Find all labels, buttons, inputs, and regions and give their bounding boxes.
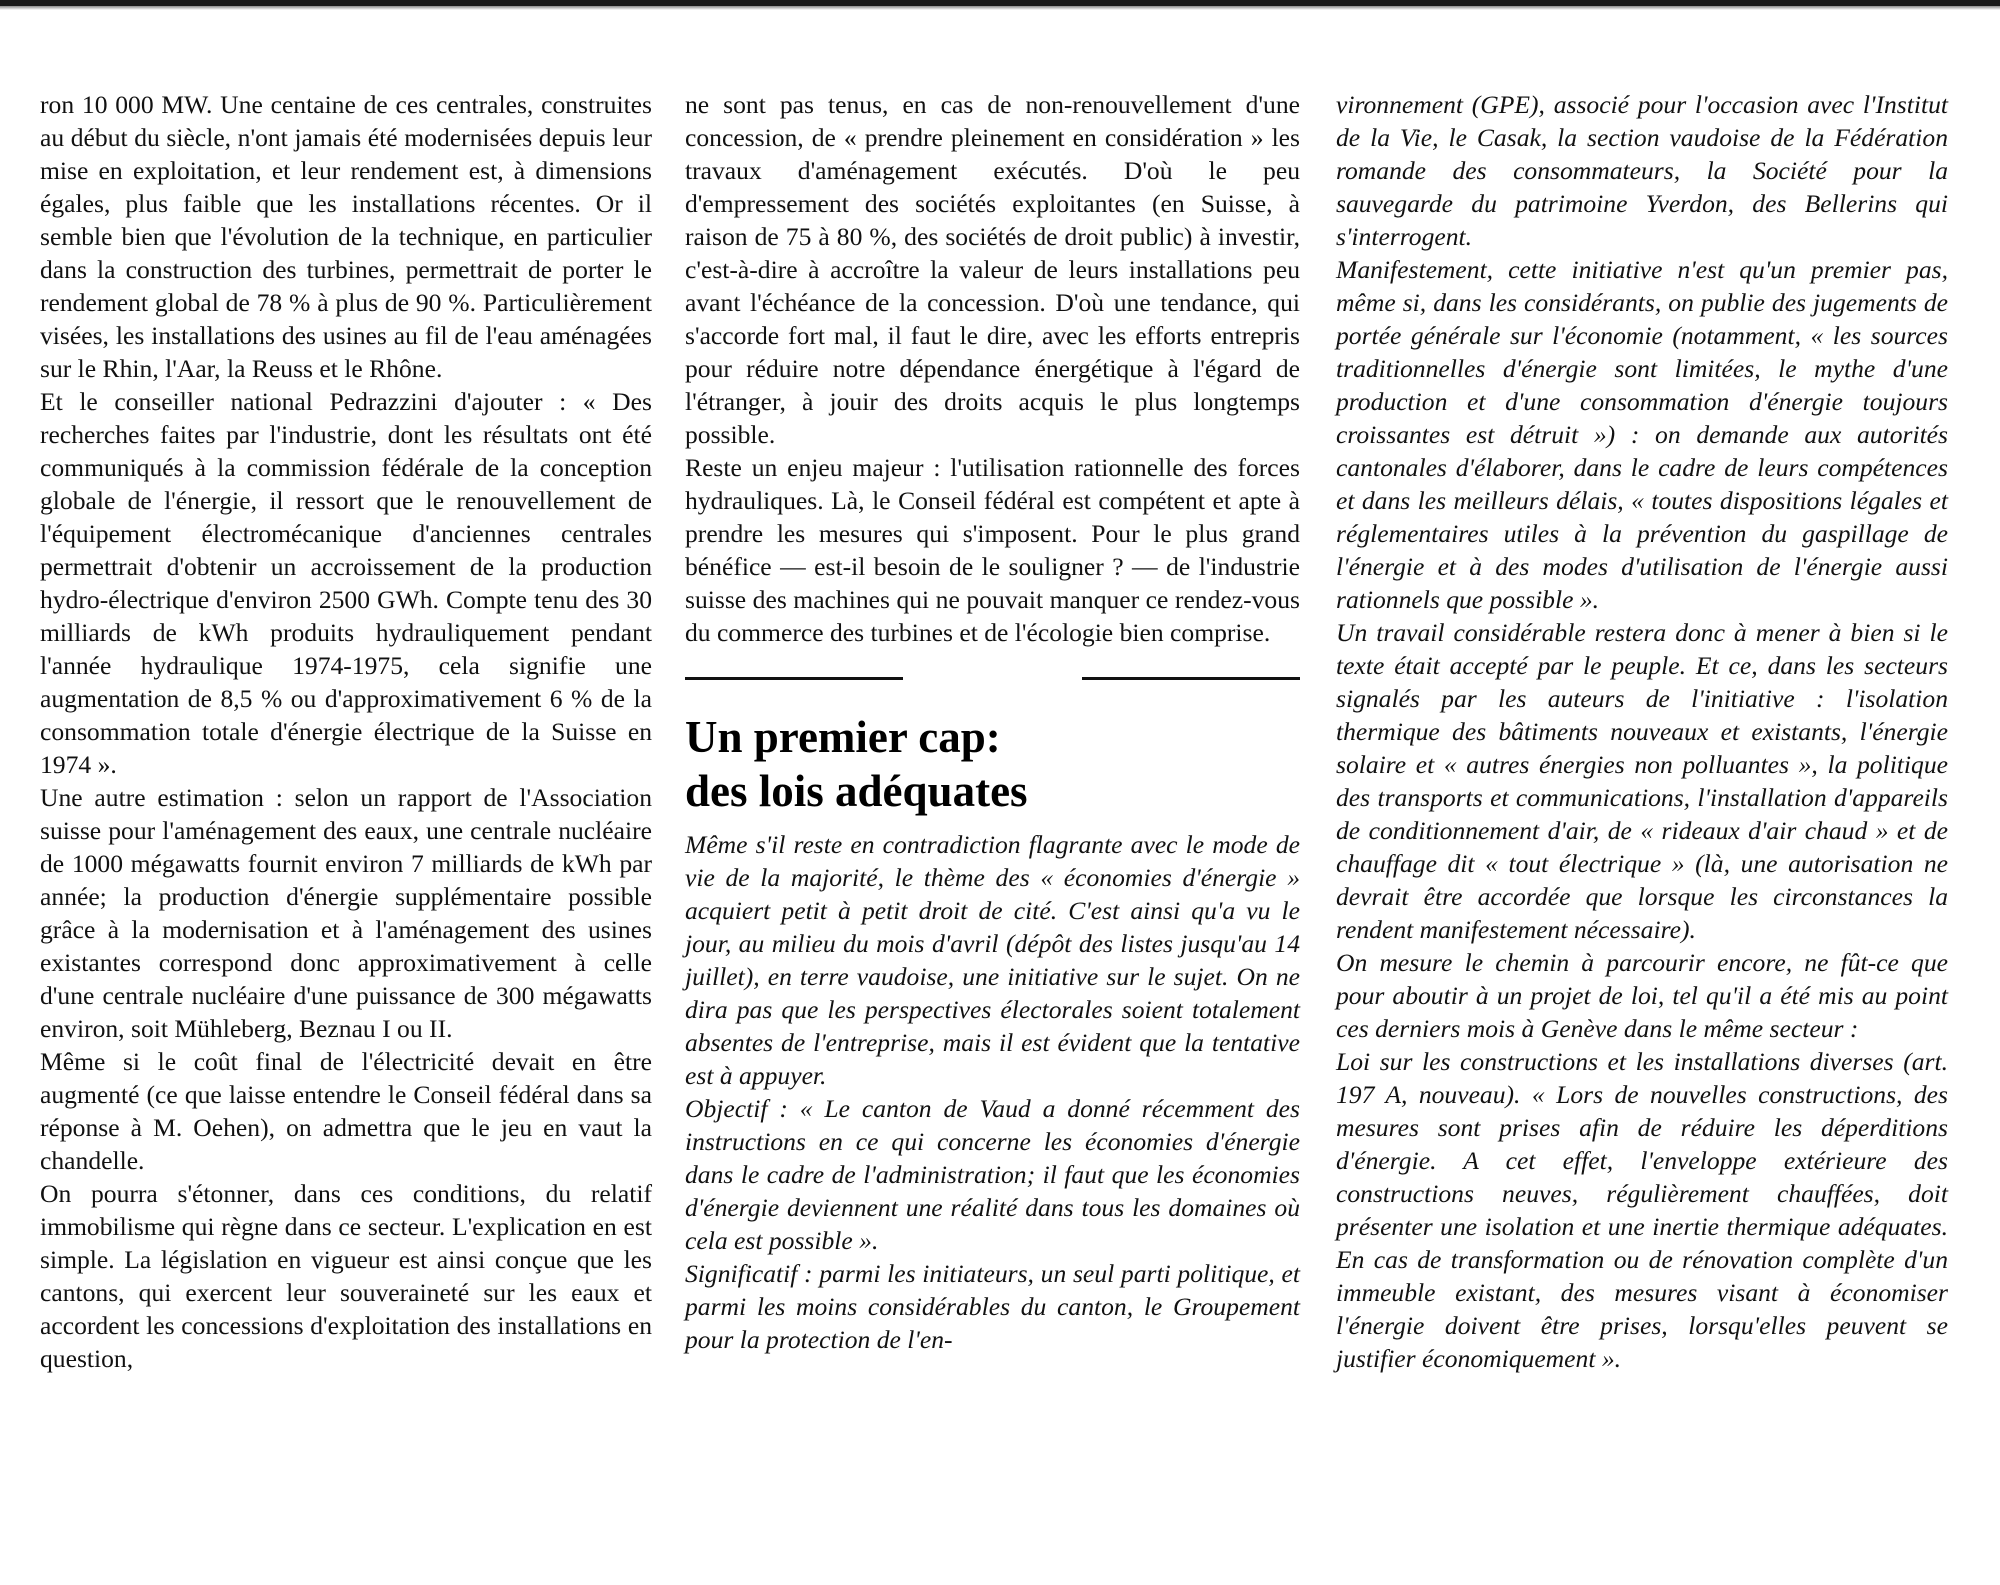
top-border-shadow (0, 6, 2000, 10)
paragraph: Reste un enjeu majeur : l'utilisation rationnelle des forces hydrauliques. Là, le Conseil fédéral est compétent et apte à prendre les mesures qui s'imposent. Pour le plus grand bénéfice — est-il besoin de le souligner ? — de l'industrie suisse des machines qui ne pouvait manquer ce rendez-vous du commerce des turbines et de l'écologie bien comprise. (685, 453, 1300, 647)
separator-rule-left (685, 677, 903, 680)
heading-line-1: Un premier cap: (685, 712, 1001, 762)
heading-line-2: des lois adéquates (685, 766, 1028, 816)
paragraph: Et le conseiller national Pedrazzini d'ajouter : « Des recherches faites par l'industrie, dont les résultats ont été communiqués à la commission fédérale de la conception globale de l'énergie, il ressort que le renouvellement de l'équipement électromécanique d'anciennes centrales permettrait d'obtenir un accroissement de la production hydro-électrique d'environ 2500 GWh. Compte tenu des 30 milliards de kWh produits hydrauliquement pendant l'année hydraulique 1974-1975, cela signifie une augmentation de 8,5 % ou d'approximativement 6 % de la consommation totale d'énergie électrique de la Suisse en 1974 ». (40, 387, 652, 779)
italic-paragraph: Manifestement, cette initiative n'est qu'un premier pas, même si, dans les considérants, on publie des jugements de portée générale sur l'économie (notamment, « les sources traditionnelles d'énergie sont limitées, le mythe d'une production et d'une consommation d'énergie toujours croissantes est détruit ») : on demande aux autorités cantonales d'élaborer, dans le cadre de leurs compétences et dans les meilleurs délais, « toutes dispositions légales et réglementaires utiles à la prévention du gaspillage de l'énergie et à des modes d'utilisation de l'énergie aussi rationnels que possible ». (1336, 255, 1948, 614)
section-heading (685, 710, 1300, 818)
italic-paragraph: vironnement (GPE), associé pour l'occasion avec l'Institut de la Vie, le Casak, la section vaudoise de la Fédération romande des consommateurs, la Société pour la sauvegarde du patrimoine Yverdon, des Bellerins qui s'interrogent. (1336, 90, 1948, 251)
paragraph: Même si le coût final de l'électricité devait en être augmenté (ce que laisse entendre le Conseil fédéral dans sa réponse à M. Oehen), on admettra que le jeu en vaut la chandelle. (40, 1047, 652, 1175)
paragraph: ne sont pas tenus, en cas de non-renouvellement d'une concession, de « prendre pleinement en considération » les travaux d'aménagement exécutés. D'où le peu d'empressement des sociétés exploitantes (en Suisse, à raison de 75 à 80 %, des sociétés de droit public) à investir, c'est-à-dire à accroître la valeur de leurs installations peu avant l'échéance de la concession. D'où une tendance, qui s'accorde fort mal, il faut le dire, avec les efforts entrepris pour réduire notre dépendance énergétique à l'égard de l'étranger, à jouir des droits acquis le plus longtemps possible. (685, 90, 1300, 449)
separator-rule-right (1082, 677, 1300, 680)
text-column-3 (1336, 88, 1948, 1375)
italic-paragraph: Objectif : « Le canton de Vaud a donné récemment des instructions en ce qui concerne les économies d'énergie dans le cadre de l'administration; il faut que les économies d'énergie deviennent une réalité dans tous les domaines où cela est possible ». (685, 1094, 1300, 1255)
paragraph: ron 10 000 MW. Une centaine de ces centrales, construites au début du siècle, n'ont jamais été modernisées depuis leur mise en exploitation, et leur rendement est, à dimensions égales, plus faible que les installations récentes. Or il semble bien que l'évolution de la technique, en particulier dans la construction des turbines, permettrait de porter le rendement global de 78 % à plus de 90 %. Particulièrement visées, les installations des usines au fil de l'eau aménagées sur le Rhin, l'Aar, la Reuss et le Rhône. (40, 90, 652, 383)
italic-paragraph: On mesure le chemin à parcourir encore, ne fût-ce que pour aboutir à un projet de loi, tel qu'il a été mis au point ces derniers mois à Genève dans le même secteur : (1336, 948, 1948, 1043)
paragraph: Une autre estimation : selon un rapport de l'Association suisse pour l'aménagement des eaux, une centrale nucléaire de 1000 mégawatts fournit environ 7 milliards de kWh par année; la production d'énergie supplémentaire possible grâce à la modernisation et à l'aménagement des usines existantes correspond donc approximativement à celle d'une centrale nucléaire d'une puissance de 300 mégawatts environ, soit Mühleberg, Beznau I ou II. (40, 783, 652, 1043)
italic-paragraph: Significatif : parmi les initiateurs, un seul parti politique, et parmi les moins considérables du canton, le Groupement pour la protection de l'en- (685, 1259, 1300, 1354)
text-column-2 (685, 88, 1300, 1356)
italic-paragraph: Même s'il reste en contradiction flagrante avec le mode de vie de la majorité, le thème des « économies d'énergie » acquiert petit à petit droit de cité. C'est ainsi qu'a vu le jour, au milieu du mois d'avril (dépôt des listes jusqu'au 14 juillet), en terre vaudoise, une initiative sur le sujet. On ne dira pas que les perspectives électorales soient totalement absentes de l'entreprise, mais il est évident que la tentative est à appuyer. (685, 830, 1300, 1090)
paragraph: On pourra s'étonner, dans ces conditions, du relatif immobilisme qui règne dans ce secteur. L'explication en est simple. La législation en vigueur est ainsi conçue que les cantons, qui exercent leur souveraineté sur les eaux et accordent les concessions d'exploitation des installations en question, (40, 1179, 652, 1373)
section-separator (685, 677, 1300, 680)
text-column-1 (40, 88, 652, 1375)
italic-paragraph: Loi sur les constructions et les installations diverses (art. 197 A, nouveau). « Lors de nouvelles constructions, des mesures sont prises afin de réduire les déperditions d'énergie. A cet effet, l'enveloppe extérieure des constructions neuves, régulièrement chauffées, doit présenter une isolation et une inertie thermique adéquates. En cas de transformation ou de rénovation complète d'un immeuble existant, des mesures visant à économiser l'énergie doivent être prises, lorsqu'elles peuvent se justifier économiquement ». (1336, 1047, 1948, 1373)
italic-paragraph: Un travail considérable restera donc à mener à bien si le texte était accepté par le peuple. Et ce, dans les secteurs signalés par les auteurs de l'initiative : l'isolation thermique des bâtiments nouveaux et existants, l'énergie solaire et « autres énergies non polluantes », la politique des transports et communications, l'installation d'appareils de conditionnement d'air, de « rideaux d'air chaud » et de chauffage dit « tout électrique » (là, une autorisation ne devrait être accordée que lorsque les circonstances la rendent manifestement nécessaire). (1336, 618, 1948, 944)
